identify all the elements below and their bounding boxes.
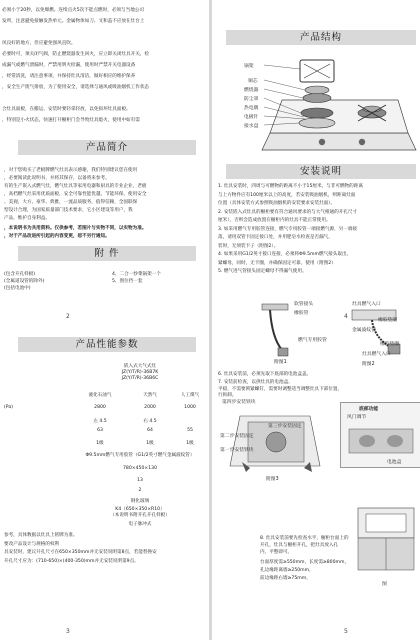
text-line: 位置（具体安装方式参照吸油烟机的安装要求安装灶面）。 [218,201,336,206]
fig3-label: 第一步安装铁块 [220,448,254,453]
text-line: 行拆卸。 [218,393,237,398]
text-line: 紧螺母，同时，无卡圈，并确保固定可靠，使用（附图2） [218,260,336,266]
text-line: (包括电池中) [4,286,31,291]
pipe-spec: Φ9.5mm燃气专用胶管（G1/2英寸燃气金属波纹管） [85,453,195,458]
text-line: 开孔，灶具与橱柜开孔，把灶具放入孔 [260,543,339,548]
cell: 左 4.5 [93,419,107,424]
label-rubber-hose: 橡胶管 [294,311,309,316]
structure-title: 产品结构 [299,32,342,43]
row-label: (Pa) [4,405,13,410]
bottom-function-title: 底部功能 [359,407,379,412]
col-lpg: 液化石油气 [88,393,112,398]
power: 电子脉冲式 [128,522,152,527]
text-line: 7. 安装前检查，以供灶具的电池盒、 [218,380,293,385]
fig3-label: 第四步安装铁块 [222,400,256,405]
model-1: JZ(Y/T/R)-36B7K [121,370,159,375]
text-line: 发所，注意避免接触发热单元。金属物体如刀、叉和盖不应放在灶台上 [2,19,145,24]
right-page [212,0,420,640]
text-line: ，安全生产废气排放，为了使用安全，请选择与通风或吸油烟机工作状态 [2,85,150,90]
ignition: 2 [138,488,142,493]
stove-underside-icon [345,423,417,461]
text-line: ，本说明书为共用资料。仅供参考，若图片与实物不同，以实物为准。 [4,226,147,231]
appendix-title: 附 件 [94,248,120,259]
text-line: 要改产品设计与规格的权利 [4,541,60,547]
text-line: 1. 灶具安装时，四周与可燃物的距离不小于15厘米，与非可燃物的距离 [218,184,363,189]
text-line: ，对于产品改进所引起的内容变更，恕不另行通知。 [4,233,110,239]
install-title-banner [226,164,416,179]
text-line: 平稳，不需要锁紧螺钉，需要时调整适当调整灶具下部位置， [218,386,343,392]
page-number: 5 [344,628,348,635]
spec-heading: 嵌入式大气式灶 [123,364,157,369]
text-line: 型设计合理，为国家质量部门技术要求，它小区建设等用户，我 [4,208,133,213]
cell: 1级 [96,441,104,446]
cell: 55 [187,428,193,433]
text-line: (包含开孔样板) [4,272,36,277]
cell: 2000 [144,405,156,410]
text-line: 与上方物件应有100厘米以上的高度，若安装吸油烟机，则距离灶面 [218,192,356,198]
text-line: 台面厚度需≥550mm，长度需≥800mm， [260,560,350,565]
text-line: 孔边缘距离墙≥250mm， [260,568,314,573]
label-copper-core: 铜芯 [248,79,258,84]
text-line: 具安装时，建议开孔尺寸在650×350mm并无安装说明第8点，若能替换安 [4,550,157,555]
label-gas-inlet-2: 灶具燃气入口 [362,352,391,357]
text-line: 8. 灶具安装前要先检查水平，橱柜台面上的 [260,536,349,541]
text-line: 4、二合一炒菜锅架一个 [112,272,161,277]
install-title: 安装说明 [299,166,342,177]
text-line: 必要时可，须关闭气阀，防止燃烧器发生回火，应立即关闭灶具开关，检 [2,52,150,57]
figure-3-caption: 附图3 [266,477,279,482]
label-electrode: 电极针 [244,115,259,120]
figure-caption: 图 [382,582,387,587]
cell: 63 [97,428,103,433]
text-line: (全属道设管的除外) [4,279,45,284]
material: 钢化玻璃 [130,499,150,504]
knob-icon [319,139,325,145]
text-line: ，对于您购买了老板牌燃气灶具表示感谢，我们特别建议您在使用 [4,168,138,173]
cutout-note: （本说明书附开孔开孔样板） [110,513,170,518]
fig3-label: 第二步安装固定 [220,434,254,439]
label-hose-joint: 软管接头 [294,302,314,307]
page-number: 4 [344,313,348,320]
text-line: 合灶具面板，在搬运、安装时要轻拿轻放，以免损坏灶具面板。 [2,107,131,112]
text-line: 参考，具体数据以灶具上铭牌为准。 [4,533,78,538]
figure-1-caption: 附图1 [274,360,287,365]
spec-title-banner [18,337,196,352]
figure-2-caption: 附图2 [362,362,375,367]
model-2: JZ(Y/T/R)-36B6C [121,376,159,381]
bottom-function-box [340,402,420,468]
cabinet-cutout-figure [352,500,418,580]
label-gas-inlet: 灶具燃气入口 [352,302,381,307]
structure-title-banner [226,30,416,45]
text-line: 开孔尺寸应为：(710-650)×(400-350)mm并无安装说明第9点。 [4,558,139,564]
cell: 1000 [184,405,196,410]
label-gasket-2: 橡胶垫圈 [380,342,400,347]
knob-icon [359,139,365,145]
intro-title-banner [18,140,196,155]
text-line: ，必要阅读此说明书，并将其保存，以备将来参考。 [4,176,110,181]
text-line: 成漏气或燃气泄漏时，严禁用明火检漏，使用时严禁开关电器设备 [2,63,136,68]
label-burner: 燃烧器 [244,88,259,93]
spec-title: 产品性能参数 [75,339,139,350]
air-door-label: 风门调节 [347,415,367,420]
page-number: 2 [66,313,70,320]
appendix-title-banner [18,246,196,261]
label-thermocouple: 热电偶 [244,106,259,111]
text-line: 落，请用双管卡固定接口处，并用肥皂水检查是否漏气， [218,235,333,240]
text-line: 2. 安装嵌入式灶具的橱柜要有符合通风要求的与大气相通的开孔尺寸 [218,209,358,215]
cell: 右 4.5 [143,419,157,424]
text-line: 前边缘距右墙≥75mm， [260,576,311,581]
text-line: 内，平整即可。 [260,550,293,555]
text-line: ，经常清洗，请注意事项，并保持灶具清洁，做好相应的维护保养 [2,74,136,79]
intro-title: 产品简介 [85,142,128,153]
label-gas-hose: 燃气专用胶管 [298,338,327,343]
page-number: 3 [66,628,70,635]
text-line: 5、围位挡一套 [112,279,143,284]
text-line: 5. 燃气进气管接头固定螺母不得漏气使用。 [218,269,307,274]
weight: 13 [137,478,143,483]
text-line: 风良好的地方，但应避免强风直吹。 [2,41,76,46]
text-line: 有的生产嵌入式燃气灶，燃气灶具等家用电器和厨具的专业企业，老板 [4,184,147,189]
cell: 64 [147,428,153,433]
label-metal-bellows: 金属波纹管 [352,328,376,333]
label-dust-cover: 防尘罩 [244,97,259,102]
text-line: 必须小于20秒，以免爆燃。连续点火5次不能点燃时，必须与当地公司 [2,8,144,13]
cell: 1级 [146,441,154,446]
cutout: K4（650×350×R10） [115,507,165,512]
cell: 2800 [94,405,106,410]
text-line: ，高档燃气灶采用优质面板，安全可靠性能优越，节能环保，使用安全 [4,192,147,197]
text-line: 、美观、大方、豪华、典雅，一流品质服务，值得信赖，全国联保 [4,200,138,205]
text-line: 装时，无须装卡子（附图2）。 [218,243,279,249]
col-ng: 天然气 [143,393,157,398]
text-line: 3. 如采用燃气专用胶管连接，燃气专用胶管一端接燃气源，另一端接 [218,226,358,232]
cell: 1级 [186,441,194,446]
label-pan-support: 锅架 [244,64,254,69]
size: 780×450×130 [122,466,157,471]
col-cg: 人工煤气 [180,393,200,398]
label-drip-tray: 接水盘 [244,124,259,129]
text-line: 4. 如果采用G1/2英寸接口连接，必须将Φ9.5mm燃气接头取出， [218,252,352,257]
battery-box-label: 电池盒 [387,460,402,465]
text-line: 厘米），否则会造成放置在橱柜内的灶具不能正常使用。 [218,218,331,223]
text-line: ，特别是小火状态，快速打开橱柜门会导致灶具熄火，使用中如有需 [2,118,140,123]
text-line: 产品，维护自身利益。 [4,216,50,221]
step-6: 6. 灶具安装前，必须先取下底部的电池盒盖。 [218,372,312,377]
label-gasket: 橡胶垫圈 [378,318,398,323]
fig3-label: 第三步安装固定 [268,424,302,429]
